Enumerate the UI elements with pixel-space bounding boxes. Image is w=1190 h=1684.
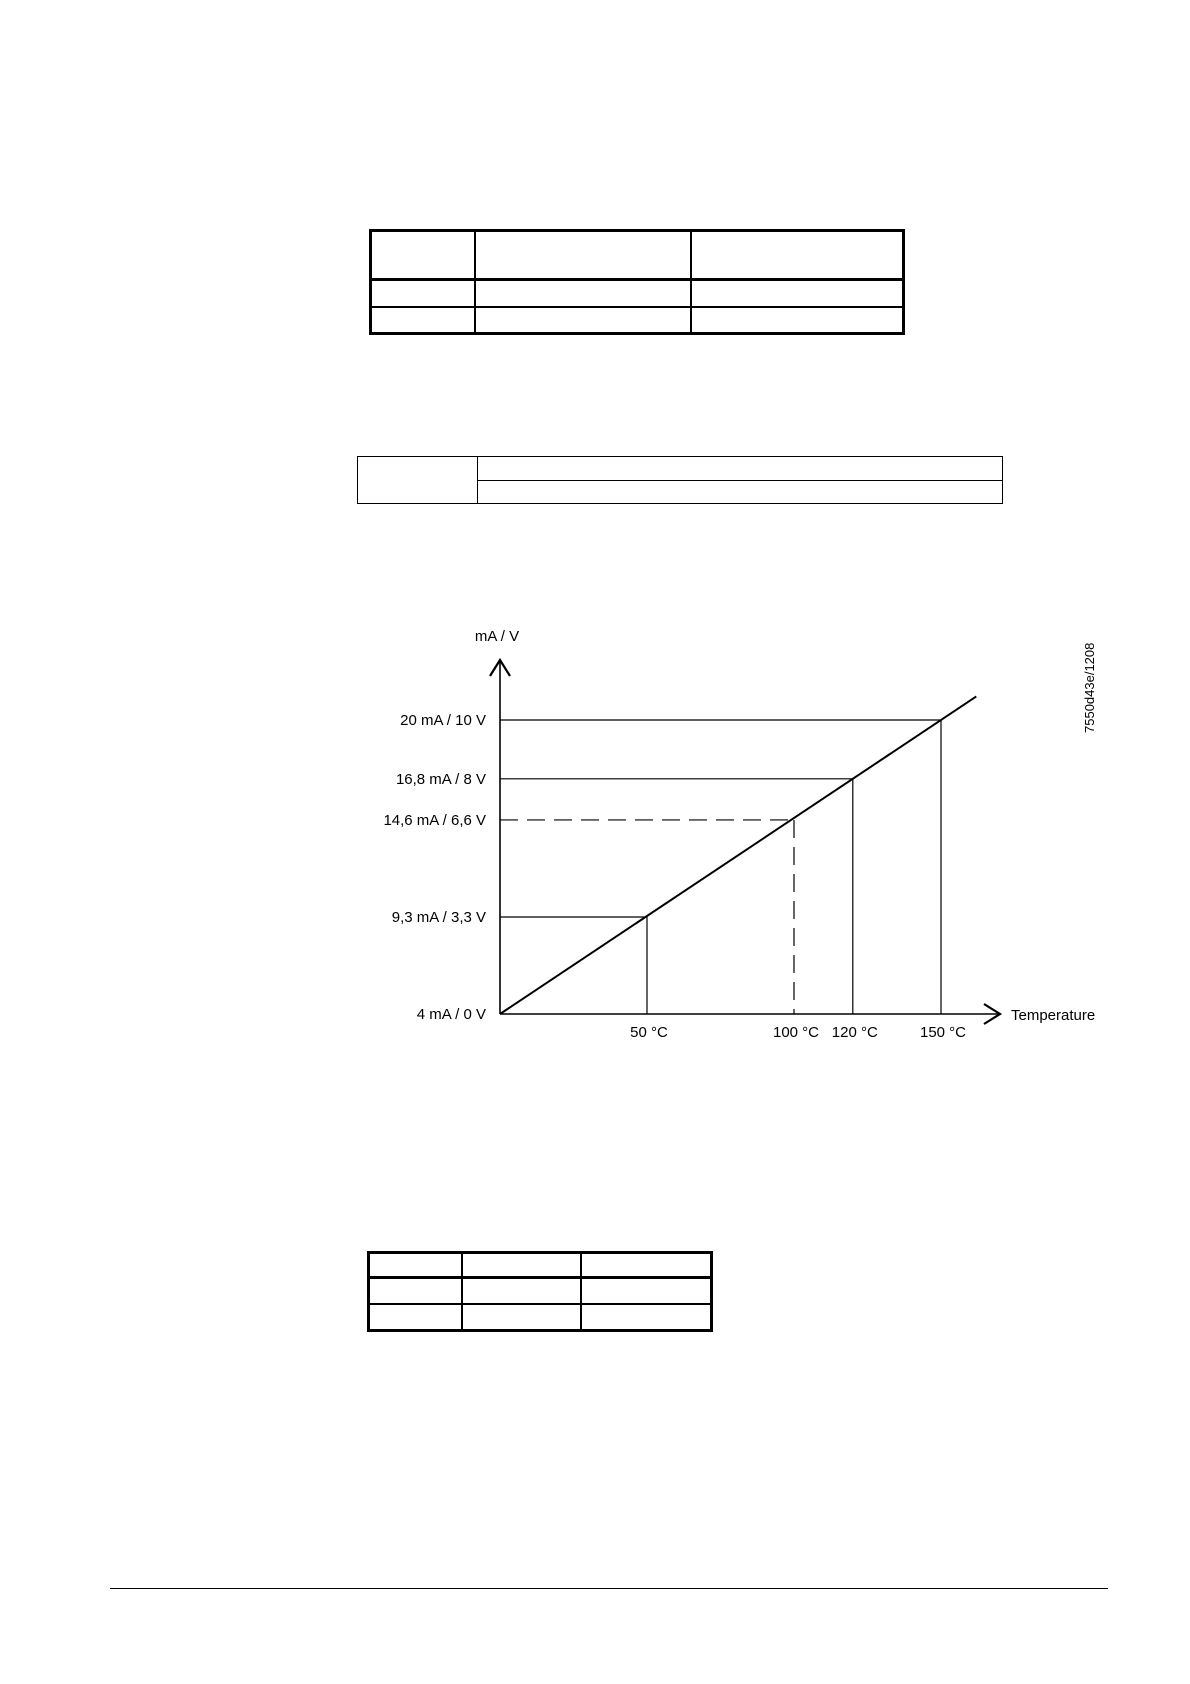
x-tick-label: 150 °C bbox=[919, 1024, 967, 1041]
table-cell bbox=[369, 1304, 463, 1331]
x-tick-label: 120 °C bbox=[831, 1024, 878, 1041]
table-cell bbox=[462, 1253, 581, 1278]
footer-rule bbox=[110, 1588, 1108, 1589]
x-tick-label: 100 °C bbox=[772, 1024, 820, 1041]
table-cell bbox=[462, 1304, 581, 1331]
table-cell bbox=[581, 1253, 712, 1278]
table-row bbox=[369, 1304, 712, 1331]
y-tick-label: 20 mA / 10 V bbox=[400, 712, 486, 729]
table-3 bbox=[367, 1251, 713, 1332]
y-tick-label: 4 mA / 0 V bbox=[416, 1006, 486, 1023]
y-tick-label: 14,6 mA / 6,6 V bbox=[383, 811, 486, 829]
x-tick-label: 50 °C bbox=[630, 1024, 668, 1041]
x-axis-label: Temperature bbox=[1011, 1007, 1096, 1024]
table-cell bbox=[462, 1278, 581, 1305]
table-cell bbox=[581, 1278, 712, 1305]
y-tick-label: 9,3 mA / 3,3 V bbox=[391, 908, 486, 926]
figure-code: 7550d43e/1208 bbox=[1082, 642, 1097, 733]
table-row bbox=[369, 1278, 712, 1305]
y-axis-label: mA / V bbox=[474, 628, 520, 645]
table-cell bbox=[581, 1304, 712, 1331]
table-cell bbox=[369, 1278, 463, 1305]
y-tick-label: 16,8 mA / 8 V bbox=[395, 770, 486, 788]
series-line bbox=[500, 696, 976, 1014]
table-cell bbox=[369, 1253, 463, 1278]
